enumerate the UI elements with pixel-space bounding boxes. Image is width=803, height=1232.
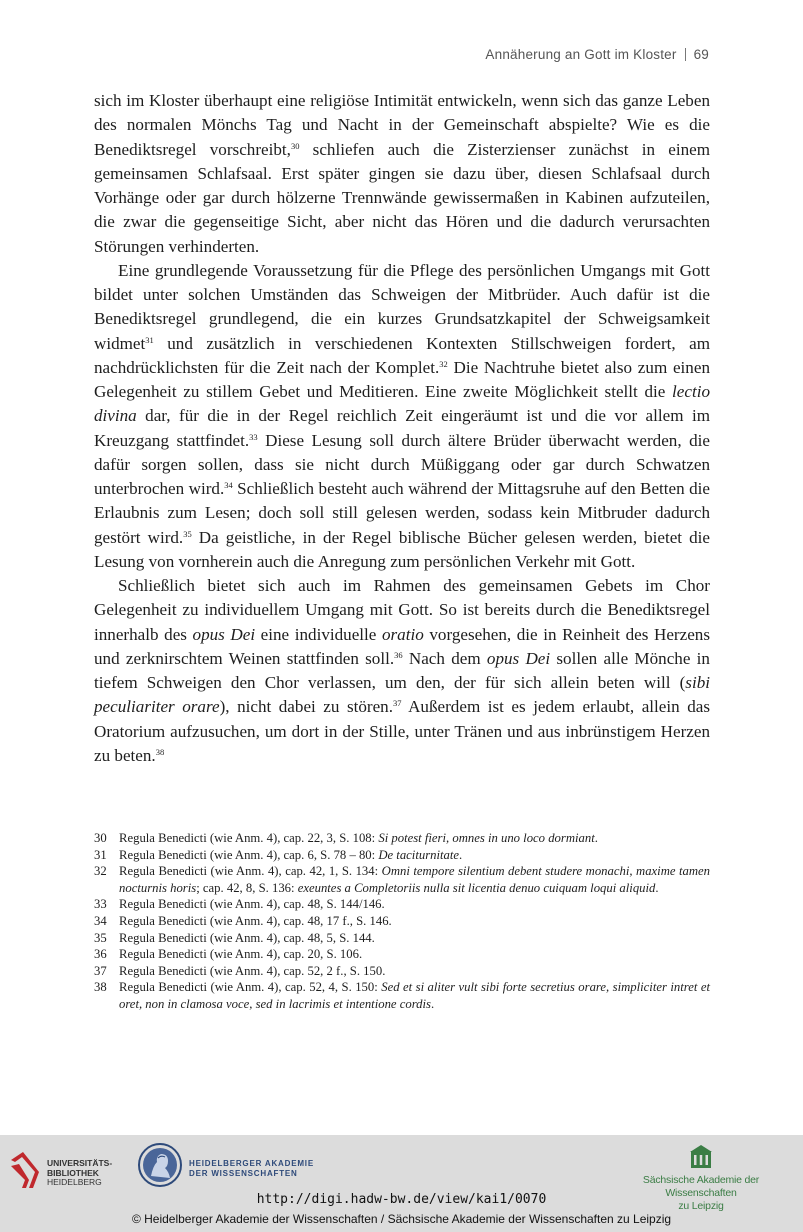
footnote-text: Regula Benedicti (wie Anm. 4), cap. 48, 17 f., S. 146. [119, 913, 392, 928]
footnote-30 [94, 830, 710, 847]
header-divider [685, 48, 686, 61]
footnote-ref[interactable]: 32 [439, 358, 448, 369]
paragraph-2: Eine grundlegende Voraussetzung für die Pflege des persönlichen Umgangs mit Gott bildet unter solchen Umständen das Schweigen der Mitbrüder. Auch dafür ist die Benediktsregel grundlegend, die ein kurzes Grundsatzkapitel der Schweigsamkeit widmet$^{31}$ und zusätzlich in verschiedenen Kontexten Stillschweigen fordert, am nachdrücklichsten für die Zeit nach der Komplet.$^{32}$ Die Nachtruhe bietet also zum einen Gelegenheit zu stillem Gebet und Meditieren. Eine zweite Möglichkeit stellt die lectio divina dar, für die in der Regel reichlich Zeit eingeräumt ist und die vor allem im Kreuzgang stattfindet.$^{33}$ Diese Lesung soll durch ältere Brüder überwacht werden, die dafür sorgen sollen, dass sie nicht durch Müßiggang oder gar durch Schwatzen unterbrochen wird.$^{34}$ Schließlich besteht auch während der Mittagsruhe auf den Betten die Erlaubnis zum Lesen; doch soll still gelesen werden, sodass kein Mitbruder dadurch gestört wird.$^{35}$ Da geistliche, in der Regel biblische Bücher gelesen werden, bietet die Lesung von vornherein auch die Anregung zum persönlichen Verkehr mit Gott. [94, 260, 711, 571]
footnote-text: Regula Benedicti (wie Anm. 4), cap. 52, 2 f., S. 150. [119, 963, 386, 978]
saw-logo-line-2: zu Leipzig [678, 1200, 724, 1212]
ub-logo-line-1: UNIVERSITÄTS- [47, 1158, 113, 1168]
footnote-ref[interactable]: 37 [393, 698, 402, 709]
hadw-logo-line-1: HEIDELBERGER AKADEMIE [189, 1159, 314, 1168]
footnotes [94, 830, 710, 1013]
footnote-38 [94, 979, 710, 1012]
footnote-ref[interactable]: 30 [290, 140, 300, 151]
footnote-34 [94, 913, 710, 930]
footnote-number: 38 [94, 980, 107, 995]
footnote-text: Regula Benedicti (wie Anm. 4), cap. 48, S. 144/146. [119, 897, 385, 912]
footnote-33 [94, 896, 710, 913]
italic-term: lectio divina [94, 382, 710, 426]
footnote-ref[interactable]: 35 [183, 528, 192, 539]
footnote-ref[interactable]: 36 [394, 649, 403, 660]
footnote-text: Regula Benedicti (wie Anm. 4), cap. 6, S. 78 – 80: De taciturnitate. [119, 847, 463, 862]
italic-term: opus Dei [486, 648, 551, 668]
footnote-number: 37 [94, 963, 107, 978]
main-text [94, 89, 710, 768]
footnote-ref[interactable]: 31 [145, 334, 154, 345]
hadw-logo-line-2: DER WISSENSCHAFTEN [189, 1169, 298, 1178]
running-title: Annäherung an Gott im Kloster [485, 47, 677, 62]
copyright-notice: © Heidelberger Akademie der Wissenschaften / Sächsische Akademie der Wissenschaften zu Leipzig [131, 1212, 672, 1226]
footnote-number: 31 [94, 847, 107, 862]
italic-term: sibi peculiariter orare [94, 673, 710, 717]
footnote-text: Regula Benedicti (wie Anm. 4), cap. 48, 5, S. 144. [119, 930, 375, 945]
saw-building-icon [690, 1145, 712, 1169]
italic-term: Si potest fieri, omnes in uno loco dormiant [378, 831, 595, 845]
footnote-text: Regula Benedicti (wie Anm. 4), cap. 52, 4, S. 150: Sed et si aliter vult sibi forte secretius orare, simpliciter intret et oret, non in clamosa voce, sed in lacrimis et intentione cordis. [119, 980, 711, 1011]
footnote-number: 34 [94, 913, 107, 928]
footnote-35 [94, 930, 710, 947]
footnote-number: 35 [94, 930, 107, 945]
italic-term: Sed et si aliter vult sibi forte secretius orare, simpliciter intret et oret, non in clamosa voce, sed in lacrimis et intentione cordis [119, 980, 711, 1011]
running-head [300, 47, 709, 62]
footnote-31 [94, 847, 710, 864]
italic-term: exeuntes a Completoriis nulla sit licentia denuo cuiquam loqui aliquid [297, 880, 656, 895]
italic-term: oratio [381, 624, 424, 644]
italic-term: De taciturnitate [378, 847, 460, 862]
footnote-ref[interactable]: 34 [224, 480, 233, 490]
ub-logo-line-3: HEIDELBERG [47, 1177, 102, 1187]
hadw-logo[interactable] [137, 1142, 337, 1192]
ub-logo-line-2: BIBLIOTHEK [47, 1167, 99, 1178]
footnote-number: 33 [94, 897, 107, 912]
saw-logo-line-1: Sächsische Akademie der Wissenschaften [642, 1174, 760, 1199]
footnote-number: 36 [94, 947, 107, 962]
footnote-number: 32 [94, 864, 107, 879]
paragraph-3: Schließlich bietet sich auch im Rahmen des gemeinsamen Gebets im Chor Gelegenheit zu individuellem Umgang mit Gott. So ist bereits durch die Benediktsregel innerhalb des opus Dei eine individuelle oratio vorgesehen, die in Reinheit des Herzens und zerknirschtem Weinen stattfinden soll.$^{36}$ Nach dem opus Dei sollen alle Mönche in tiefem Schweigen den Chor verlassen, um den, der für sich allein beten will (sibi peculiariter orare), nicht dabei zu stören.$^{37}$ Außerdem ist es jedem erlaubt, allein das Oratorium aufzusuchen, um dort in der Stille, unter Tränen und aus inbrünstigem Herzen zu beten.$^{38}$ [94, 576, 710, 765]
footnote-37 [94, 963, 710, 980]
ub-heidelberg-logo[interactable] [9, 1144, 129, 1187]
footnote-ref[interactable]: 38 [155, 746, 165, 757]
paragraph-1: sich im Kloster überhaupt eine religiöse Intimität entwickeln, wenn sich das ganze Leben des normalen Mönchs Tag und Nacht in der Gemeinschaft abspielte? Wie es die Benediktsregel vorschreibt,$^{30}$ schliefen auch die Zisterzienser zunächst in einem gemeinsamen Schlafsaal. Erst später gingen sie dazu über, diesen Schlafsaal durch Vorhänge oder gar durch hölzerne Trennwände gewissermaßen in Kabinen aufzuteilen, die zwar die gegenseitige Sicht, aber nicht das Hören und die dadurch verursachten Störungen verhinderten. [94, 91, 710, 256]
footnote-text: Regula Benedicti (wie Anm. 4), cap. 20, S. 106. [119, 947, 363, 962]
footnote-36 [94, 946, 710, 963]
hadw-logo-text [189, 1159, 314, 1179]
hadw-portrait-seal-icon [137, 1142, 183, 1188]
footnote-text: Regula Benedicti (wie Anm. 4), cap. 22, 3, S. 108: Si potest fieri, omnes in uno loco dormiant. [119, 831, 598, 845]
ub-logo-text [47, 1159, 112, 1188]
footnote-number: 30 [94, 831, 107, 845]
italic-term: Omni tempore silentium debent studere monachi, maxime tamen nocturnis horis [119, 864, 711, 895]
ub-emblem-icon [9, 1150, 43, 1190]
footnote-32 [94, 863, 710, 896]
footnote-ref[interactable]: 33 [249, 431, 258, 442]
page-number: 69 [693, 47, 709, 62]
footnote-text: Regula Benedicti (wie Anm. 4), cap. 42, 1, S. 134: Omni tempore silentium debent studere monachi, maxime tamen nocturnis horis; cap. 42, 8, S. 136: exeuntes a Completoriis nulla sit licentia denuo cuiquam loqui aliquid. [119, 864, 711, 895]
italic-term: opus Dei [192, 624, 256, 644]
permalink-url[interactable]: http://digi.hadw-bw.de/view/kai1/0070 [256, 1192, 547, 1207]
